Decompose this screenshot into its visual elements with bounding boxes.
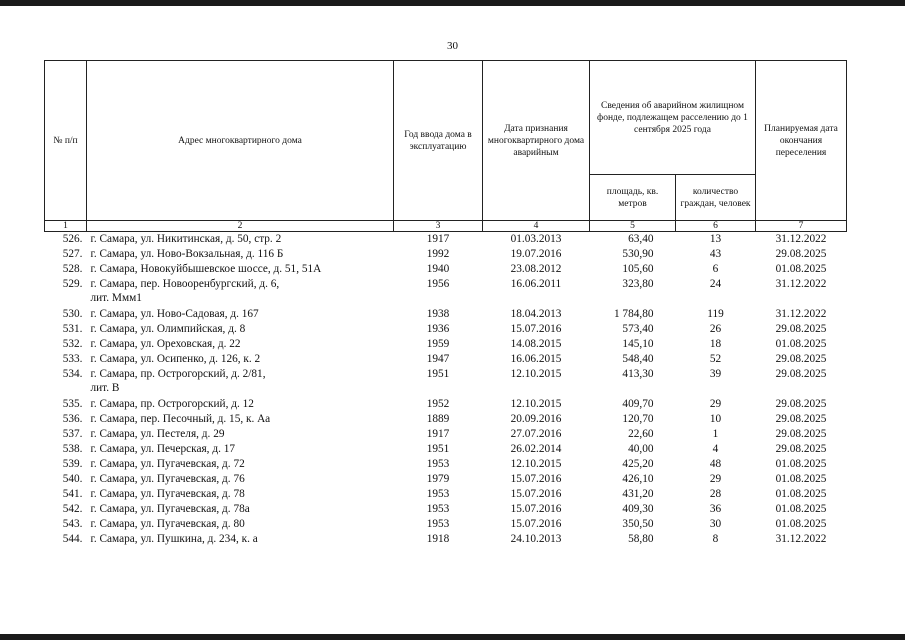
row-date: 15.07.2016 — [510, 323, 562, 335]
header-num: № п/п — [45, 61, 87, 221]
table-row — [45, 397, 847, 412]
table-row — [45, 472, 847, 487]
row-planned-date: 01.08.2025 — [775, 518, 827, 530]
row-year: 1953 — [426, 503, 450, 515]
row-planned-date: 29.08.2025 — [775, 413, 827, 425]
row-planned-date: 31.12.2022 — [775, 533, 827, 545]
row-year: 1940 — [426, 263, 450, 275]
table-row — [45, 247, 847, 262]
row-number: 528. — [62, 263, 83, 275]
row-planned-date: 31.12.2022 — [775, 308, 827, 320]
row-area: 409,30 — [622, 503, 654, 515]
row-date: 26.02.2014 — [510, 443, 562, 455]
row-planned-date: 29.08.2025 — [775, 443, 827, 455]
table-row — [45, 337, 847, 352]
table-row — [45, 457, 847, 472]
row-address-line1: г. Самара, пр. Острогорский, д. 2/81, — [90, 368, 266, 380]
row-number: 534. — [62, 368, 83, 380]
row-planned-date: 01.08.2025 — [775, 458, 827, 470]
row-address: г. Самара, ул. Ореховская, д. 22 — [90, 338, 241, 350]
table-row — [45, 487, 847, 502]
row-date: 18.04.2013 — [510, 308, 562, 320]
table-row — [45, 262, 847, 277]
row-year: 1979 — [426, 473, 450, 485]
row-area: 426,10 — [622, 473, 654, 485]
row-address: г. Самара, ул. Олимпийская, д. 8 — [90, 323, 246, 335]
row-date: 15.07.2016 — [510, 518, 562, 530]
row-planned-date: 31.12.2022 — [775, 278, 827, 290]
row-area: 105,60 — [622, 263, 654, 275]
row-number: 529. — [62, 278, 83, 290]
row-planned-date: 31.12.2022 — [775, 233, 827, 245]
row-address: г. Самара, пр. Острогорский, д. 12 — [90, 398, 254, 410]
row-number: 536. — [62, 413, 83, 425]
row-number: 543. — [62, 518, 83, 530]
row-address: г. Самара, ул. Пугачевская, д. 78 — [90, 488, 245, 500]
row-people: 4 — [712, 443, 719, 455]
row-date: 23.08.2012 — [510, 263, 562, 275]
row-year: 1953 — [426, 458, 450, 470]
row-planned-date: 01.08.2025 — [775, 488, 827, 500]
row-planned-date: 29.08.2025 — [775, 368, 827, 380]
row-people: 29 — [709, 398, 722, 410]
row-date: 15.07.2016 — [510, 503, 562, 515]
row-area: 1 784,80 — [613, 308, 654, 320]
row-area: 120,70 — [622, 413, 654, 425]
row-people: 13 — [709, 233, 722, 245]
row-people: 24 — [709, 278, 722, 290]
row-area: 413,30 — [622, 368, 654, 380]
row-address-line2: лит. Ммм1 — [90, 292, 142, 304]
row-year: 1992 — [426, 248, 450, 260]
row-number: 541. — [62, 488, 83, 500]
row-planned-date: 29.08.2025 — [775, 353, 827, 365]
row-year: 1947 — [426, 353, 450, 365]
table-row — [45, 412, 847, 427]
row-area: 40,00 — [628, 443, 654, 455]
row-address — [87, 277, 394, 307]
row-address: г. Самара, ул. Ново-Вокзальная, д. 116 Б — [90, 248, 284, 260]
row-area: 145,10 — [622, 338, 654, 350]
row-number: 544. — [62, 533, 83, 545]
row-address: г. Самара, ул. Осипенко, д. 126, к. 2 — [90, 353, 261, 365]
row-planned-date: 01.08.2025 — [775, 503, 827, 515]
row-year: 1959 — [426, 338, 450, 350]
row-number: 542. — [62, 503, 83, 515]
row-date: 12.10.2015 — [510, 398, 562, 410]
row-address: г. Самара, ул. Пугачевская, д. 72 — [90, 458, 245, 470]
header-date: Дата признания многоквартирного дома аварийным — [483, 61, 590, 221]
row-planned-date: 29.08.2025 — [775, 248, 827, 260]
row-year: 1936 — [426, 323, 450, 335]
row-year: 1951 — [426, 443, 450, 455]
row-date: 01.03.2013 — [510, 233, 562, 245]
table-row — [45, 307, 847, 322]
row-planned-date: 01.08.2025 — [775, 338, 827, 350]
row-year: 1952 — [426, 398, 450, 410]
row-address: г. Самара, ул. Никитинская, д. 50, стр. 2 — [90, 233, 282, 245]
page-number: 30 — [447, 40, 458, 52]
column-number: 4 — [483, 221, 590, 232]
column-number: 5 — [590, 221, 676, 232]
row-area: 548,40 — [622, 353, 654, 365]
row-people: 30 — [709, 518, 722, 530]
row-date: 19.07.2016 — [510, 248, 562, 260]
row-people: 10 — [709, 413, 722, 425]
row-year: 1951 — [426, 368, 450, 380]
row-year: 1917 — [426, 233, 450, 245]
row-number: 532. — [62, 338, 83, 350]
row-date: 12.10.2015 — [510, 458, 562, 470]
table-body — [45, 232, 847, 548]
header-year: Год ввода дома в эксплуатацию — [394, 61, 483, 221]
row-area: 323,80 — [622, 278, 654, 290]
row-people: 39 — [709, 368, 722, 380]
row-area: 63,40 — [628, 233, 654, 245]
row-number: 531. — [62, 323, 83, 335]
header-address: Адрес многоквартирного дома — [87, 61, 394, 221]
column-number: 7 — [756, 221, 847, 232]
row-number: 527. — [62, 248, 83, 260]
row-address: г. Самара, ул. Печерская, д. 17 — [90, 443, 236, 455]
table-row — [45, 442, 847, 457]
row-people: 36 — [709, 503, 722, 515]
row-people: 119 — [707, 308, 724, 320]
row-planned-date: 29.08.2025 — [775, 323, 827, 335]
header-info: Сведения об аварийном жилищном фонде, подлежащем расселению до 1 сентября 2025 года — [590, 61, 756, 175]
row-people: 1 — [712, 428, 719, 440]
row-address: г. Самара, ул. Пушкина, д. 234, к. а — [90, 533, 258, 545]
row-area: 573,40 — [622, 323, 654, 335]
row-year: 1953 — [426, 488, 450, 500]
table-row — [45, 502, 847, 517]
row-address — [87, 367, 394, 397]
row-area: 22,60 — [628, 428, 654, 440]
table-row — [45, 532, 847, 547]
column-number: 3 — [394, 221, 483, 232]
header-area: площадь, кв. метров — [590, 175, 676, 221]
row-address: г. Самара, ул. Пестеля, д. 29 — [90, 428, 225, 440]
emergency-housing-table — [44, 60, 847, 547]
header-people: количество граждан, человек — [676, 175, 756, 221]
row-year: 1889 — [426, 413, 450, 425]
row-date: 15.07.2016 — [510, 488, 562, 500]
row-date: 14.08.2015 — [510, 338, 562, 350]
row-address: г. Самара, ул. Пугачевская, д. 78а — [90, 503, 250, 515]
row-number: 537. — [62, 428, 83, 440]
row-year: 1956 — [426, 278, 450, 290]
row-people: 43 — [709, 248, 722, 260]
table-row — [45, 367, 847, 397]
row-address: г. Самара, ул. Пугачевская, д. 76 — [90, 473, 245, 485]
row-people: 6 — [712, 263, 719, 275]
row-year: 1917 — [426, 428, 450, 440]
row-planned-date: 29.08.2025 — [775, 398, 827, 410]
row-people: 26 — [709, 323, 722, 335]
row-planned-date: 01.08.2025 — [775, 263, 827, 275]
row-planned-date: 01.08.2025 — [775, 473, 827, 485]
row-area: 58,80 — [628, 533, 654, 545]
row-address: г. Самара, ул. Пугачевская, д. 80 — [90, 518, 245, 530]
bottom-border-rule — [0, 634, 905, 640]
column-number-row — [45, 221, 847, 232]
row-number: 535. — [62, 398, 83, 410]
row-number: 526. — [62, 233, 83, 245]
column-number: 1 — [45, 221, 87, 232]
row-date: 20.09.2016 — [510, 413, 562, 425]
row-date: 12.10.2015 — [510, 368, 562, 380]
row-area: 530,90 — [622, 248, 654, 260]
row-people: 18 — [709, 338, 722, 350]
row-address: г. Самара, Новокуйбышевское шоссе, д. 51, 51А — [90, 263, 322, 275]
row-area: 431,20 — [622, 488, 654, 500]
column-number: 6 — [676, 221, 756, 232]
row-people: 48 — [709, 458, 722, 470]
table-row — [45, 322, 847, 337]
row-date: 24.10.2013 — [510, 533, 562, 545]
row-area: 425,20 — [622, 458, 654, 470]
table-row — [45, 517, 847, 532]
row-date: 16.06.2015 — [510, 353, 562, 365]
row-number: 533. — [62, 353, 83, 365]
row-address: г. Самара, пер. Песочный, д. 15, к. Аа — [90, 413, 271, 425]
row-year: 1938 — [426, 308, 450, 320]
row-area: 409,70 — [622, 398, 654, 410]
table-row — [45, 352, 847, 367]
row-number: 538. — [62, 443, 83, 455]
header-planned: Планируемая дата окончания переселения — [756, 61, 847, 221]
row-date: 27.07.2016 — [510, 428, 562, 440]
table-row — [45, 232, 847, 248]
row-number: 540. — [62, 473, 83, 485]
column-number: 2 — [87, 221, 394, 232]
row-number: 530. — [62, 308, 83, 320]
row-address-line1: г. Самара, пер. Новооренбургский, д. 6, — [90, 278, 280, 290]
row-year: 1918 — [426, 533, 450, 545]
row-year: 1953 — [426, 518, 450, 530]
row-people: 29 — [709, 473, 722, 485]
row-address-line2: лит. В — [90, 382, 120, 394]
row-date: 15.07.2016 — [510, 473, 562, 485]
table-row — [45, 427, 847, 442]
row-date: 16.06.2011 — [510, 278, 562, 290]
row-area: 350,50 — [622, 518, 654, 530]
top-border-rule — [0, 0, 905, 6]
row-number: 539. — [62, 458, 83, 470]
row-people: 8 — [712, 533, 719, 545]
row-address: г. Самара, ул. Ново-Садовая, д. 167 — [90, 308, 259, 320]
row-people: 52 — [709, 353, 722, 365]
row-people: 28 — [709, 488, 722, 500]
row-planned-date: 29.08.2025 — [775, 428, 827, 440]
table-row — [45, 277, 847, 307]
